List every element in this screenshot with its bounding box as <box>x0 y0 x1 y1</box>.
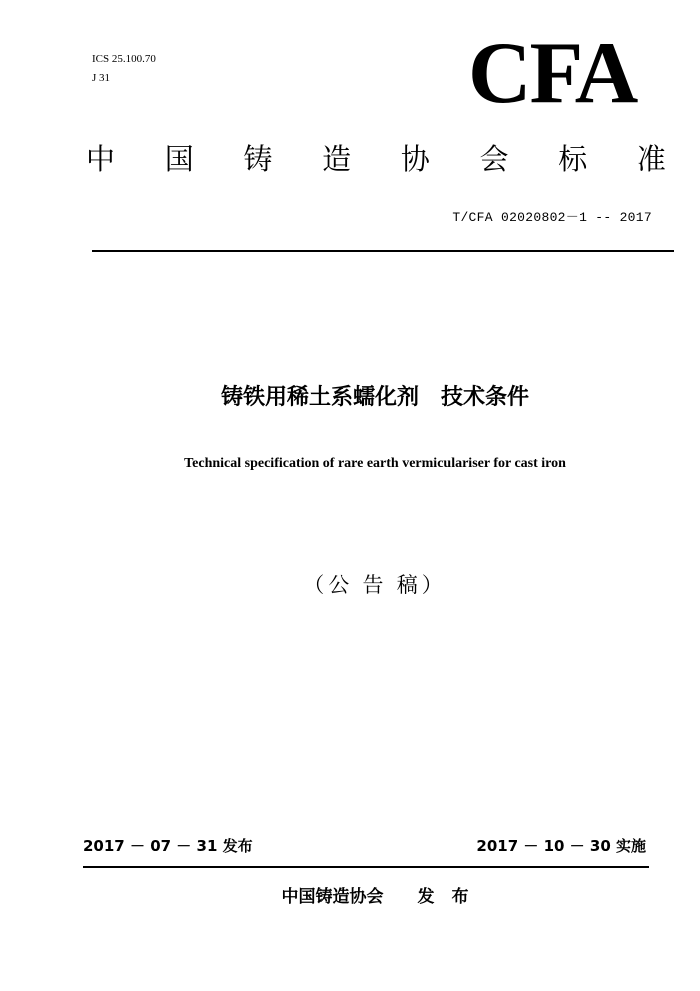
publish-date: 2017 － 07 － 31 发布 <box>83 837 253 855</box>
implement-date: 2017 － 10 － 30 实施 <box>476 837 646 855</box>
draft-label: （公 告 稿） <box>303 573 447 597</box>
title-char: 铸 <box>243 144 273 176</box>
title-char: 准 <box>636 144 666 176</box>
document-title-chinese: 铸铁用稀土系蠕化剂 技术条件 <box>220 385 529 410</box>
cfa-logo: CFA <box>468 25 637 122</box>
ics-code: ICS 25.100.70 <box>92 53 156 65</box>
title-char: 标 <box>558 144 588 176</box>
title-char: 国 <box>164 144 194 176</box>
title-char: 会 <box>479 144 509 176</box>
top-divider <box>92 250 674 252</box>
standard-category-title <box>86 146 666 175</box>
issuer-line: 中国铸造协会 发 布 <box>281 887 469 907</box>
standard-number: T/CFA 02020802－1 -- 2017 <box>452 210 652 225</box>
title-char: 中 <box>86 144 116 176</box>
title-char: 造 <box>322 144 352 176</box>
title-char: 协 <box>400 144 430 176</box>
document-title-english: Technical specification of rare earth vermiculariser for cast iron <box>184 456 566 471</box>
classification-code: J 31 <box>92 72 111 84</box>
bottom-divider <box>83 866 649 868</box>
